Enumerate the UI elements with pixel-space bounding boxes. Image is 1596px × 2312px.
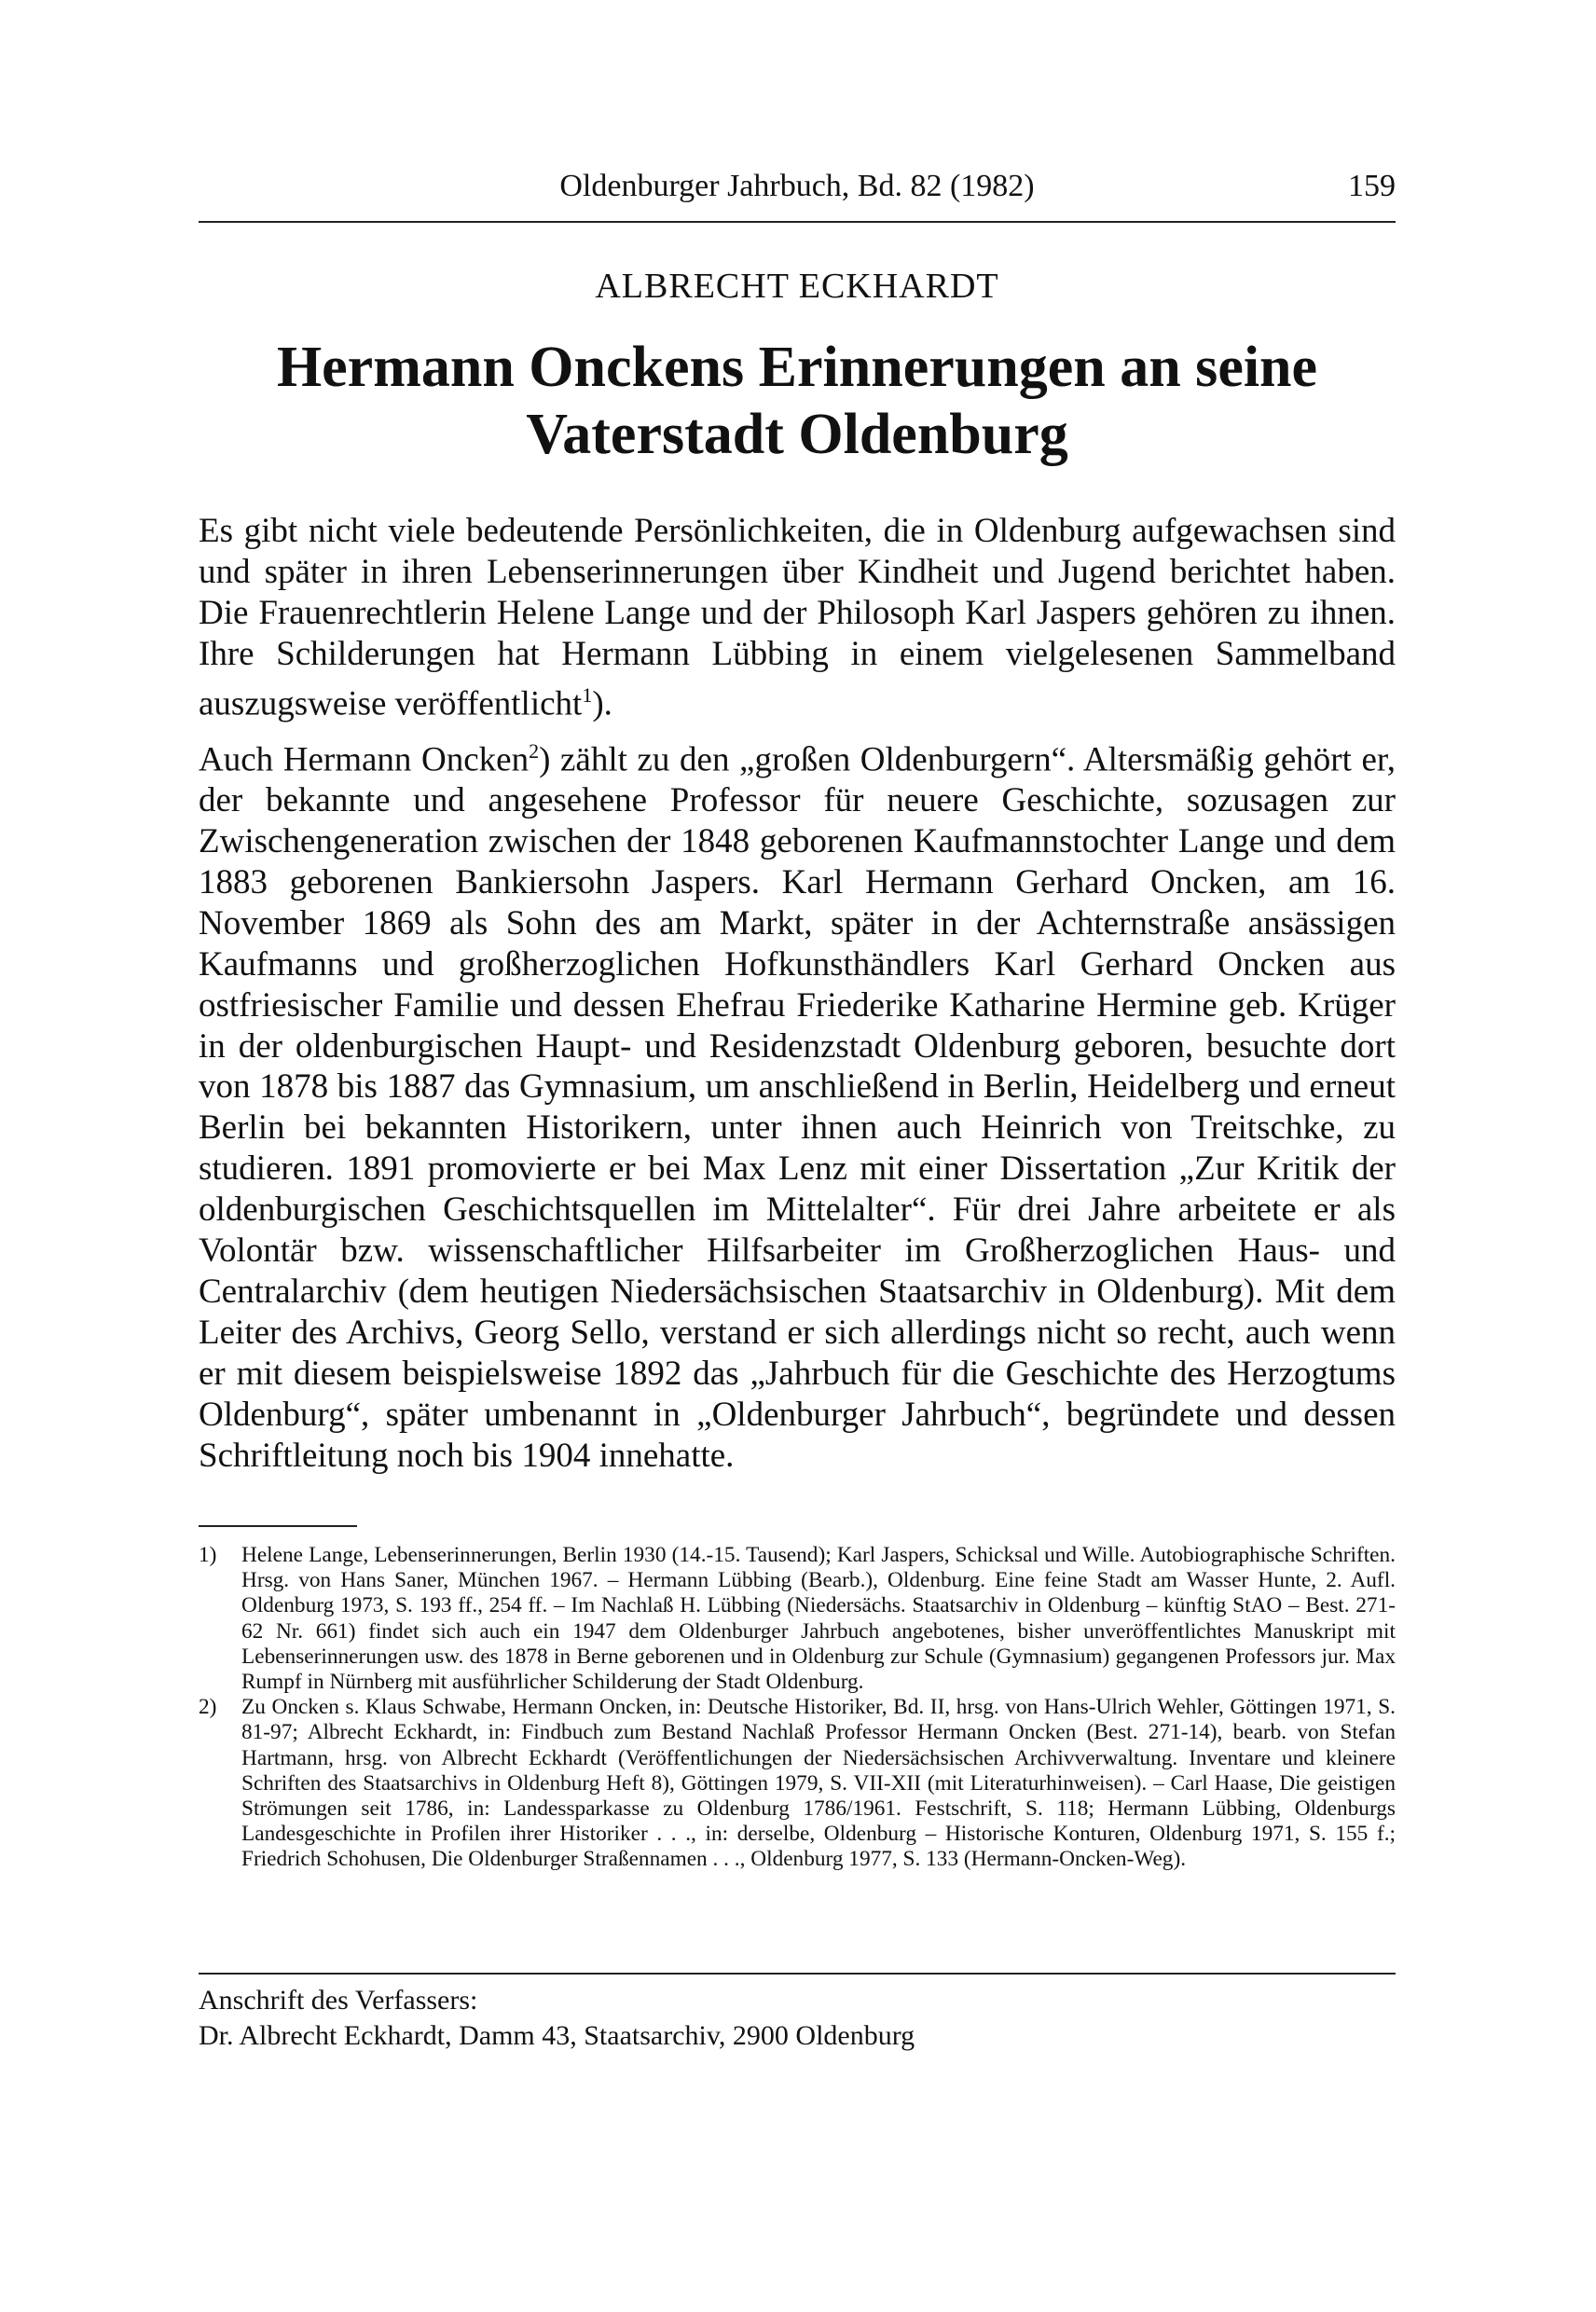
paragraph-2-text: ) zählt zu den „großen Oldenburgern“. Altersmäßig gehört er, der bekannte und angesehene Professor für neuere Geschichte, sozusagen zur Zwischengeneration zwischen der 1848 geborenen Kaufmannstochter Lange und dem 1883 geborenen Bankiersohn Jaspers. Karl Hermann Gerhard Oncken, am 16. November 1869 als Sohn des am Markt, später in der Achternstraße ansässigen Kaufmanns und großherzoglichen Hofkunsthändlers Karl Gerhard Oncken aus ostfriesischer Familie und dessen Ehefrau Friederike Katharine Hermine geb. Krüger in der oldenburgischen Haupt- und Residenzstadt Oldenburg geboren, besuchte dort von 1878 bis 1887 das Gymnasium, um anschließend in Berlin, Heidelberg und erneut Berlin bei bekannten Historikern, unter ihnen auch Heinrich von Treitschke, zu studieren. 1891 promovierte er bei Max Lenz mit einer Dissertation „Zur Kritik der oldenburgischen Geschichtsquellen im Mittelalter“. Für drei Jahre arbeitete er als Volontär bzw. wissenschaftlicher Hilfsarbeiter im Großherzoglichen Haus- und Centralarchiv (dem heutigen Niedersächsischen Staatsarchiv in Oldenburg). Mit dem Leiter des Archivs, Georg Sello, verstand er sich allerdings nicht so recht, auch wenn er mit diesem beispielsweise 1892 das „Jahrbuch für die Geschichte des Herzogtums Oldenburg“, später umbenannt in „Oldenburger Jahrbuch“, begründete und dessen Schriftleitung noch bis 1904 innehatte. bbox=[199, 740, 1396, 1475]
paragraph-2 bbox=[199, 731, 1396, 1477]
journal-page bbox=[199, 0, 1396, 2312]
author-address bbox=[199, 1983, 1396, 2054]
footnote-text: Zu Oncken s. Klaus Schwabe, Hermann Oncken, in: Deutsche Historiker, Bd. II, hrsg. von Hans-Ulrich Wehler, Göttingen 1971, S. 81-97; Albrecht Eckhardt, in: Findbuch zum Bestand Nachlaß Professor Hermann Oncken (Best. 271-14), bearb. von Stefan Hartmann, hrsg. von Albrecht Eckhardt (Veröffentlichungen der Niedersächsischen Archivverwaltung. Inventare und kleinere Schriften des Staatsarchivs in Oldenburg Heft 8), Göttingen 1979, S. VII-XII (mit Literaturhinweisen). – Carl Haase, Die geistigen Strömungen seit 1786, in: Landessparkasse zu Oldenburg 1786/1961. Festschrift, S. 118; Hermann Lübbing, Oldenburgs Landesgeschichte in Profilen ihrer Historiker . . ., in: derselbe, Oldenburg – Historische Konturen, Oldenburg 1971, S. 155 f.; Friedrich Schohusen, Die Oldenburger Straßennamen . . ., Oldenburg 1977, S. 133 (Hermann-Oncken-Weg). bbox=[241, 1695, 1396, 1872]
footnote-marker: 1) bbox=[199, 1543, 217, 1567]
address-label: Anschrift des Verfassers: bbox=[199, 1985, 478, 2016]
footnote-2 bbox=[199, 1695, 1396, 1872]
footnote-marker: 2) bbox=[199, 1695, 217, 1720]
footnote-1 bbox=[199, 1543, 1396, 1695]
title-line-1: Hermann Onckens Erinnerungen an seine bbox=[276, 336, 1318, 399]
article-body bbox=[199, 511, 1396, 1483]
title-line-2: Vaterstadt Oldenburg bbox=[526, 403, 1068, 466]
address-rule bbox=[199, 1973, 1396, 1975]
header-rule bbox=[199, 221, 1396, 223]
journal-title: Oldenburger Jahrbuch, Bd. 82 (1982) bbox=[559, 169, 1035, 203]
article-title bbox=[199, 334, 1396, 468]
footnote-text: Helene Lange, Lebenserinnerungen, Berlin 1930 (14.-15. Tausend); Karl Jaspers, Schicksal und Wille. Autobiographische Schriften. Hrsg. von Hans Saner, München 1967. – Hermann Lübbing (Bearb.), Oldenburg. Eine feine Stadt am Wasser Hunte, 2. Aufl. Oldenburg 1973, S. 193 ff., 254 ff. – Im Nachlaß H. Lübbing (Niedersächs. Staatsarchiv in Oldenburg – künftig StAO – Best. 271-62 Nr. 661) findet sich auch ein 1947 dem Oldenburger Jahrbuch angebotenes, bisher unveröffentlichtes Manuskript mit Lebenserinnerungen usw. des 1878 in Berne geborenen und in Oldenburg zur Schule (Gymnasium) gegangenen Professors jur. Max Rumpf in Nürnberg mit ausführlicher Schilderung der Stadt Oldenburg. bbox=[241, 1543, 1396, 1695]
footnote-ref-1: 1 bbox=[582, 682, 593, 707]
footnote-ref-2: 2 bbox=[529, 738, 540, 763]
footnotes bbox=[199, 1543, 1396, 1873]
paragraph-2-start: Auch Hermann Oncken bbox=[199, 740, 530, 779]
address-line: Dr. Albrecht Eckhardt, Damm 43, Staatsarchiv, 2900 Oldenburg bbox=[199, 2020, 915, 2051]
paragraph-1-text: Es gibt nicht viele bedeutende Persönlichkeiten, die in Oldenburg aufgewachsen sind und später in ihren Lebenserinnerungen über Kindheit und Jugend berichtet haben. Die Frauenrechtlerin Helene Lange und der Philosoph Karl Jaspers gehören zu ihnen. Ihre Schilderungen hat Hermann Lübbing in einem vielgelesenen Sammelband auszugsweise veröffentlicht bbox=[199, 512, 1396, 722]
running-head bbox=[199, 166, 1396, 207]
article-author: ALBRECHT ECKHARDT bbox=[595, 267, 999, 306]
paragraph-1 bbox=[199, 511, 1396, 724]
paragraph-1-end: ). bbox=[592, 683, 612, 722]
footnote-separator bbox=[199, 1525, 357, 1527]
page-number: 159 bbox=[1348, 169, 1396, 203]
